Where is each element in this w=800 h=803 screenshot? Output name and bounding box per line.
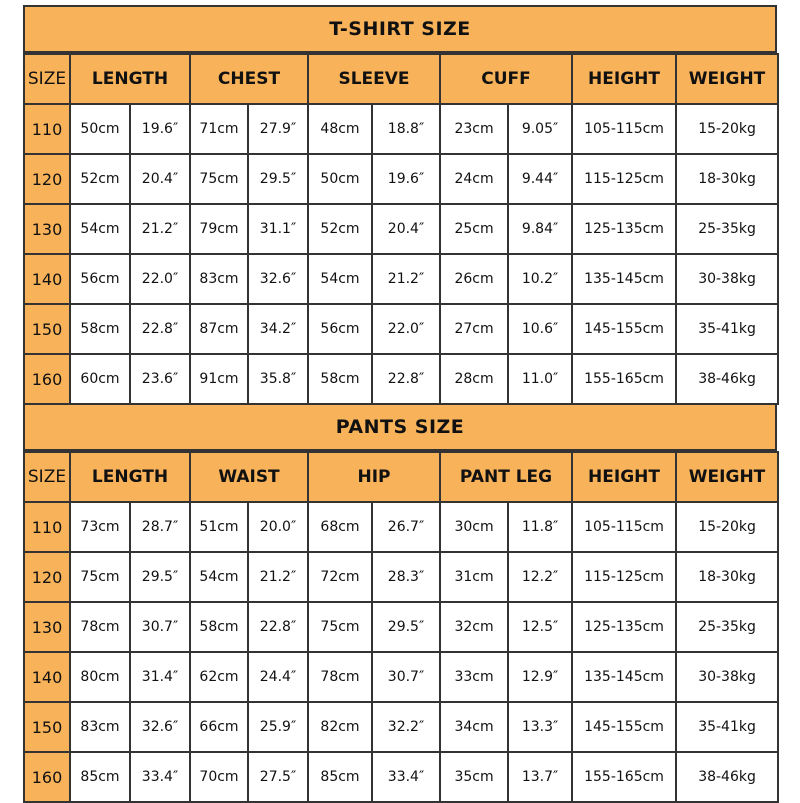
value-cell: 75cm — [70, 552, 130, 602]
value-cell: 145-155cm — [572, 702, 676, 752]
value-cell: 30.7″ — [130, 602, 190, 652]
value-cell: 21.2″ — [372, 254, 440, 304]
header-size: SIZE — [24, 54, 70, 104]
value-cell: 26cm — [440, 254, 508, 304]
table-row — [24, 354, 778, 404]
value-cell: 27.5″ — [248, 752, 308, 802]
size-cell: 120 — [24, 552, 70, 602]
size-cell: 150 — [24, 702, 70, 752]
value-cell: 30-38kg — [676, 652, 778, 702]
value-cell: 21.2″ — [130, 204, 190, 254]
value-cell: 56cm — [70, 254, 130, 304]
value-cell: 12.9″ — [508, 652, 572, 702]
table-row — [24, 702, 778, 752]
value-cell: 12.5″ — [508, 602, 572, 652]
value-cell: 115-125cm — [572, 154, 676, 204]
value-cell: 27cm — [440, 304, 508, 354]
value-cell: 22.0″ — [130, 254, 190, 304]
table-row — [24, 104, 778, 154]
value-cell: 19.6″ — [372, 154, 440, 204]
pants-size-table — [23, 451, 779, 803]
size-cell: 110 — [24, 502, 70, 552]
pants-header-row — [24, 452, 778, 502]
value-cell: 71cm — [190, 104, 248, 154]
value-cell: 75cm — [190, 154, 248, 204]
value-cell: 11.0″ — [508, 354, 572, 404]
value-cell: 32cm — [440, 602, 508, 652]
value-cell: 32.6″ — [130, 702, 190, 752]
value-cell: 24.4″ — [248, 652, 308, 702]
value-cell: 25cm — [440, 204, 508, 254]
pants-chart-title: PANTS SIZE — [23, 403, 777, 451]
value-cell: 28.3″ — [372, 552, 440, 602]
value-cell: 29.5″ — [130, 552, 190, 602]
value-cell: 125-135cm — [572, 602, 676, 652]
table-row — [24, 602, 778, 652]
value-cell: 24cm — [440, 154, 508, 204]
value-cell: 135-145cm — [572, 254, 676, 304]
table-row — [24, 254, 778, 304]
value-cell: 27.9″ — [248, 104, 308, 154]
value-cell: 155-165cm — [572, 752, 676, 802]
value-cell: 51cm — [190, 502, 248, 552]
value-cell: 125-135cm — [572, 204, 676, 254]
header-waist: WAIST — [190, 452, 308, 502]
value-cell: 18-30kg — [676, 154, 778, 204]
value-cell: 33.4″ — [372, 752, 440, 802]
value-cell: 83cm — [190, 254, 248, 304]
header-cuff: CUFF — [440, 54, 572, 104]
value-cell: 11.8″ — [508, 502, 572, 552]
value-cell: 91cm — [190, 354, 248, 404]
value-cell: 18.8″ — [372, 104, 440, 154]
pants-size-chart — [23, 403, 777, 803]
value-cell: 22.8″ — [372, 354, 440, 404]
value-cell: 87cm — [190, 304, 248, 354]
header-chest: CHEST — [190, 54, 308, 104]
header-length: LENGTH — [70, 452, 190, 502]
value-cell: 35cm — [440, 752, 508, 802]
value-cell: 20.4″ — [372, 204, 440, 254]
header-weight: WEIGHT — [676, 452, 778, 502]
value-cell: 56cm — [308, 304, 372, 354]
header-height: HEIGHT — [572, 452, 676, 502]
tshirt-size-chart — [23, 5, 777, 405]
value-cell: 115-125cm — [572, 552, 676, 602]
value-cell: 54cm — [70, 204, 130, 254]
table-row — [24, 204, 778, 254]
value-cell: 31cm — [440, 552, 508, 602]
value-cell: 35-41kg — [676, 702, 778, 752]
value-cell: 70cm — [190, 752, 248, 802]
table-row — [24, 502, 778, 552]
value-cell: 20.0″ — [248, 502, 308, 552]
value-cell: 52cm — [308, 204, 372, 254]
table-row — [24, 304, 778, 354]
value-cell: 22.8″ — [248, 602, 308, 652]
size-cell: 140 — [24, 254, 70, 304]
value-cell: 82cm — [308, 702, 372, 752]
header-hip: HIP — [308, 452, 440, 502]
size-cell: 130 — [24, 204, 70, 254]
value-cell: 19.6″ — [130, 104, 190, 154]
value-cell: 54cm — [308, 254, 372, 304]
value-cell: 35-41kg — [676, 304, 778, 354]
size-cell: 110 — [24, 104, 70, 154]
value-cell: 25-35kg — [676, 204, 778, 254]
value-cell: 32.2″ — [372, 702, 440, 752]
size-cell: 140 — [24, 652, 70, 702]
value-cell: 58cm — [190, 602, 248, 652]
size-cell: 120 — [24, 154, 70, 204]
value-cell: 25-35kg — [676, 602, 778, 652]
value-cell: 79cm — [190, 204, 248, 254]
size-cell: 160 — [24, 752, 70, 802]
value-cell: 78cm — [308, 652, 372, 702]
value-cell: 68cm — [308, 502, 372, 552]
value-cell: 22.8″ — [130, 304, 190, 354]
value-cell: 38-46kg — [676, 752, 778, 802]
value-cell: 66cm — [190, 702, 248, 752]
header-height: HEIGHT — [572, 54, 676, 104]
pants-table-body — [24, 502, 778, 802]
value-cell: 80cm — [70, 652, 130, 702]
value-cell: 29.5″ — [248, 154, 308, 204]
size-cell: 150 — [24, 304, 70, 354]
value-cell: 32.6″ — [248, 254, 308, 304]
value-cell: 54cm — [190, 552, 248, 602]
value-cell: 23cm — [440, 104, 508, 154]
value-cell: 75cm — [308, 602, 372, 652]
value-cell: 15-20kg — [676, 502, 778, 552]
size-cell: 130 — [24, 602, 70, 652]
value-cell: 31.1″ — [248, 204, 308, 254]
table-row — [24, 154, 778, 204]
value-cell: 62cm — [190, 652, 248, 702]
value-cell: 9.44″ — [508, 154, 572, 204]
value-cell: 28cm — [440, 354, 508, 404]
value-cell: 33.4″ — [130, 752, 190, 802]
value-cell: 85cm — [308, 752, 372, 802]
header-weight: WEIGHT — [676, 54, 778, 104]
value-cell: 35.8″ — [248, 354, 308, 404]
value-cell: 33cm — [440, 652, 508, 702]
header-pant-leg: PANT LEG — [440, 452, 572, 502]
tshirt-size-table — [23, 53, 779, 405]
value-cell: 72cm — [308, 552, 372, 602]
value-cell: 26.7″ — [372, 502, 440, 552]
value-cell: 30-38kg — [676, 254, 778, 304]
value-cell: 13.3″ — [508, 702, 572, 752]
value-cell: 29.5″ — [372, 602, 440, 652]
value-cell: 10.6″ — [508, 304, 572, 354]
table-row — [24, 652, 778, 702]
value-cell: 31.4″ — [130, 652, 190, 702]
value-cell: 34.2″ — [248, 304, 308, 354]
header-size: SIZE — [24, 452, 70, 502]
value-cell: 30cm — [440, 502, 508, 552]
value-cell: 28.7″ — [130, 502, 190, 552]
value-cell: 155-165cm — [572, 354, 676, 404]
value-cell: 13.7″ — [508, 752, 572, 802]
value-cell: 105-115cm — [572, 502, 676, 552]
value-cell: 38-46kg — [676, 354, 778, 404]
value-cell: 25.9″ — [248, 702, 308, 752]
value-cell: 135-145cm — [572, 652, 676, 702]
value-cell: 52cm — [70, 154, 130, 204]
value-cell: 22.0″ — [372, 304, 440, 354]
header-sleeve: SLEEVE — [308, 54, 440, 104]
tshirt-header-row — [24, 54, 778, 104]
value-cell: 12.2″ — [508, 552, 572, 602]
value-cell: 60cm — [70, 354, 130, 404]
value-cell: 73cm — [70, 502, 130, 552]
value-cell: 20.4″ — [130, 154, 190, 204]
value-cell: 21.2″ — [248, 552, 308, 602]
value-cell: 85cm — [70, 752, 130, 802]
value-cell: 58cm — [308, 354, 372, 404]
value-cell: 50cm — [70, 104, 130, 154]
value-cell: 58cm — [70, 304, 130, 354]
value-cell: 15-20kg — [676, 104, 778, 154]
header-length: LENGTH — [70, 54, 190, 104]
tshirt-table-body — [24, 104, 778, 404]
value-cell: 48cm — [308, 104, 372, 154]
value-cell: 145-155cm — [572, 304, 676, 354]
value-cell: 50cm — [308, 154, 372, 204]
value-cell: 23.6″ — [130, 354, 190, 404]
table-row — [24, 552, 778, 602]
size-cell: 160 — [24, 354, 70, 404]
tshirt-chart-title: T-SHIRT SIZE — [23, 5, 777, 53]
value-cell: 83cm — [70, 702, 130, 752]
value-cell: 18-30kg — [676, 552, 778, 602]
table-row — [24, 752, 778, 802]
value-cell: 34cm — [440, 702, 508, 752]
value-cell: 30.7″ — [372, 652, 440, 702]
value-cell: 9.05″ — [508, 104, 572, 154]
value-cell: 105-115cm — [572, 104, 676, 154]
value-cell: 10.2″ — [508, 254, 572, 304]
value-cell: 9.84″ — [508, 204, 572, 254]
value-cell: 78cm — [70, 602, 130, 652]
